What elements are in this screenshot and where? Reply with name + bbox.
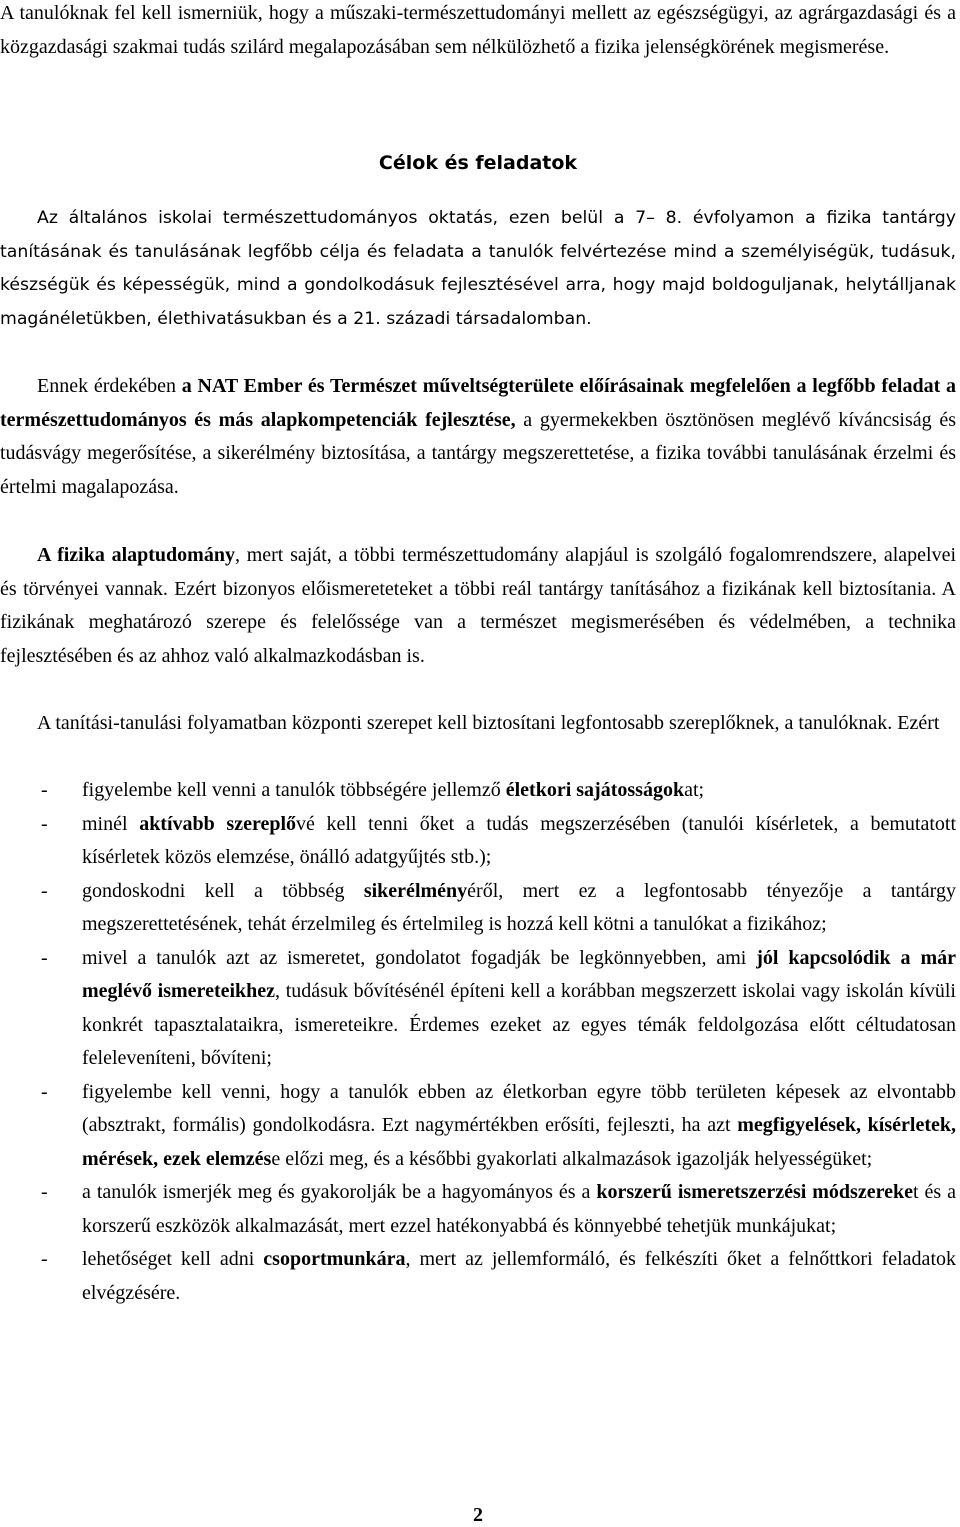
list-item-text: minél bbox=[82, 812, 140, 835]
dash-bullet: - bbox=[41, 779, 48, 801]
intro-paragraph: A tanulóknak fel kell ismerniük, hogy a műszaki-természettudományi mellett az egészségügyi, az agrárgazdasági és a közgazdasági szakmai tudás szilárd megalapozásában sem nélkülözhető a fizika jelenségkörének megismerése. bbox=[0, 2, 956, 58]
dash-bullet: - bbox=[41, 812, 48, 835]
basic-science-rest-text: , mert saját, a többi természettudomány alapjául is szolgáló fogalomrendszere, alapelvei és törvényei vannak. Ezért bizonyos előismereteteket a többi reál tantárgy tanításához a fizikának kell biztosítania. A fizikának meghatározó szerepe és felelőssége van a természet megismerésében és védelmében, a technika fejlesztésében és az ahhoz való alkalmazkodásban is. bbox=[0, 544, 956, 667]
list-item-text: gondoskodni kell a többség bbox=[82, 879, 364, 902]
basic-science-paragraph bbox=[0, 539, 956, 673]
dash-bullet: - bbox=[41, 946, 48, 969]
list-item-text: e előzi meg, és a későbbi gyakorlati alkalmazások igazolják helyességüket; bbox=[271, 1147, 873, 1170]
list-item bbox=[0, 942, 956, 1076]
list-item-text: mivel a tanulók azt az ismeretet, gondolatot fogadják be legkönnyebben, ami bbox=[82, 946, 757, 969]
list-item bbox=[0, 1243, 956, 1310]
list-item-bold-text: csoportmunkára bbox=[263, 1248, 406, 1270]
list-item-bold-text: sikerélmény bbox=[363, 879, 468, 902]
list-item-text: , tudásuk bővítésénél építeni kell a korábban megszerzett iskolai vagy iskolán kívüli konkrét tapasztalataikra, ismereteikre. Érdemes ezeket az egyes témák feldolgozása előtt céltudatosan feleleveníteni, bővíteni; bbox=[82, 980, 956, 1069]
list-item bbox=[0, 808, 956, 875]
list-item-bold-text: megfigyelések, kísérletek, mérések, ezek elemzés bbox=[82, 1114, 956, 1170]
dash-bullet: - bbox=[41, 1181, 48, 1203]
list-item-text: figyelembe kell venni, hogy a tanulók ebben az életkorban egyre több területen képesek az elvontabb (absztrakt, formális) gondolkodásra. Ezt nagymértékben erősíti, fejleszti, ha azt bbox=[82, 1080, 956, 1136]
general-goals-paragraph: Az általános iskolai természettudományos oktatás, ezen belül a 7– 8. évfolyamon a fizika tantárgy tanításának és tanulásának legfőbb célja és feladata a tanulók felvértezése mind a személyiségük, tudásuk, készségük és képességük, mind a gondolkodásuk fejlesztésével arra, hogy majd boldoguljanak, helytálljanak magánéletükben, élethivatásukban és a 21. századi társadalomban. bbox=[0, 208, 956, 329]
list-item-text: at; bbox=[684, 779, 705, 801]
list-item bbox=[0, 1076, 956, 1177]
list-item bbox=[0, 774, 956, 808]
nat-rest-text: a gyermekekben ösztönösen meglévő kíváncsiság és tudásvágy megerősítése, a sikerélmény biztosítása, a tantárgy megszerettetése, a fizika további tanulásának érzelmi és értelmi magalapozása. bbox=[0, 408, 956, 498]
list-item-text: t és a korszerű eszközök alkalmazását, mert ezzel hatékonyabbá és könnyebbé tehetjük munkájukat; bbox=[82, 1181, 957, 1237]
list-item-text: vé kell tenni őket a tudás megszerzésében (tanulói kísérletek, a bemutatott kísérletek közös elemzése, önálló adatgyűjtés stb.); bbox=[82, 812, 957, 868]
list-item bbox=[0, 1176, 956, 1243]
list-item bbox=[0, 875, 956, 942]
list-item-bold-text: aktívabb szereplő bbox=[139, 812, 297, 835]
section-heading: Célok és feladatok bbox=[378, 152, 578, 174]
nat-bold-text: a NAT Ember és Természet műveltségterülete előírásainak megfelelően a legfőbb feladat a természettudományos és más alapkompetenciák fejlesztése, bbox=[0, 375, 956, 431]
list-item-bold-text: jól kapcsolódik a már meglévő ismereteikhez bbox=[82, 946, 956, 1002]
page-number: 2 bbox=[473, 1504, 483, 1526]
list-item-text: , mert az jellemformáló, és felkészíti őket a felnőttkori feladatok elvégzésére. bbox=[82, 1248, 956, 1304]
dash-bullet: - bbox=[41, 1080, 48, 1103]
list-item-text: figyelembe kell venni a tanulók többségére jellemző bbox=[82, 779, 506, 801]
requirements-list bbox=[0, 774, 956, 1310]
nat-lead-text: Ennek érdekében bbox=[37, 375, 182, 397]
list-item-bold-text: korszerű ismeretszerzési módszereke bbox=[596, 1181, 913, 1203]
list-item-text: éről, mert ez a legfontosabb tényezője a tantárgy megszerettetésének, tehát érzelmileg és értelmileg is hozzá kell kötni a tanulókat a fizikához; bbox=[82, 879, 956, 935]
list-item-text: a tanulók ismerjék meg és gyakorolják be a hagyományos és a bbox=[82, 1181, 597, 1203]
basic-science-bold-text: A fizika alaptudomány bbox=[37, 544, 235, 566]
nat-paragraph bbox=[0, 370, 956, 504]
dash-bullet: - bbox=[41, 1248, 48, 1270]
dash-bullet: - bbox=[41, 879, 48, 902]
list-item-text: lehetőséget kell adni bbox=[82, 1248, 264, 1270]
list-item-bold-text: életkori sajátosságok bbox=[505, 779, 685, 801]
teaching-process-paragraph: A tanítási-tanulási folyamatban központi szerepet kell biztosítani legfontosabb szereplőknek, a tanulóknak. Ezért bbox=[37, 712, 940, 734]
